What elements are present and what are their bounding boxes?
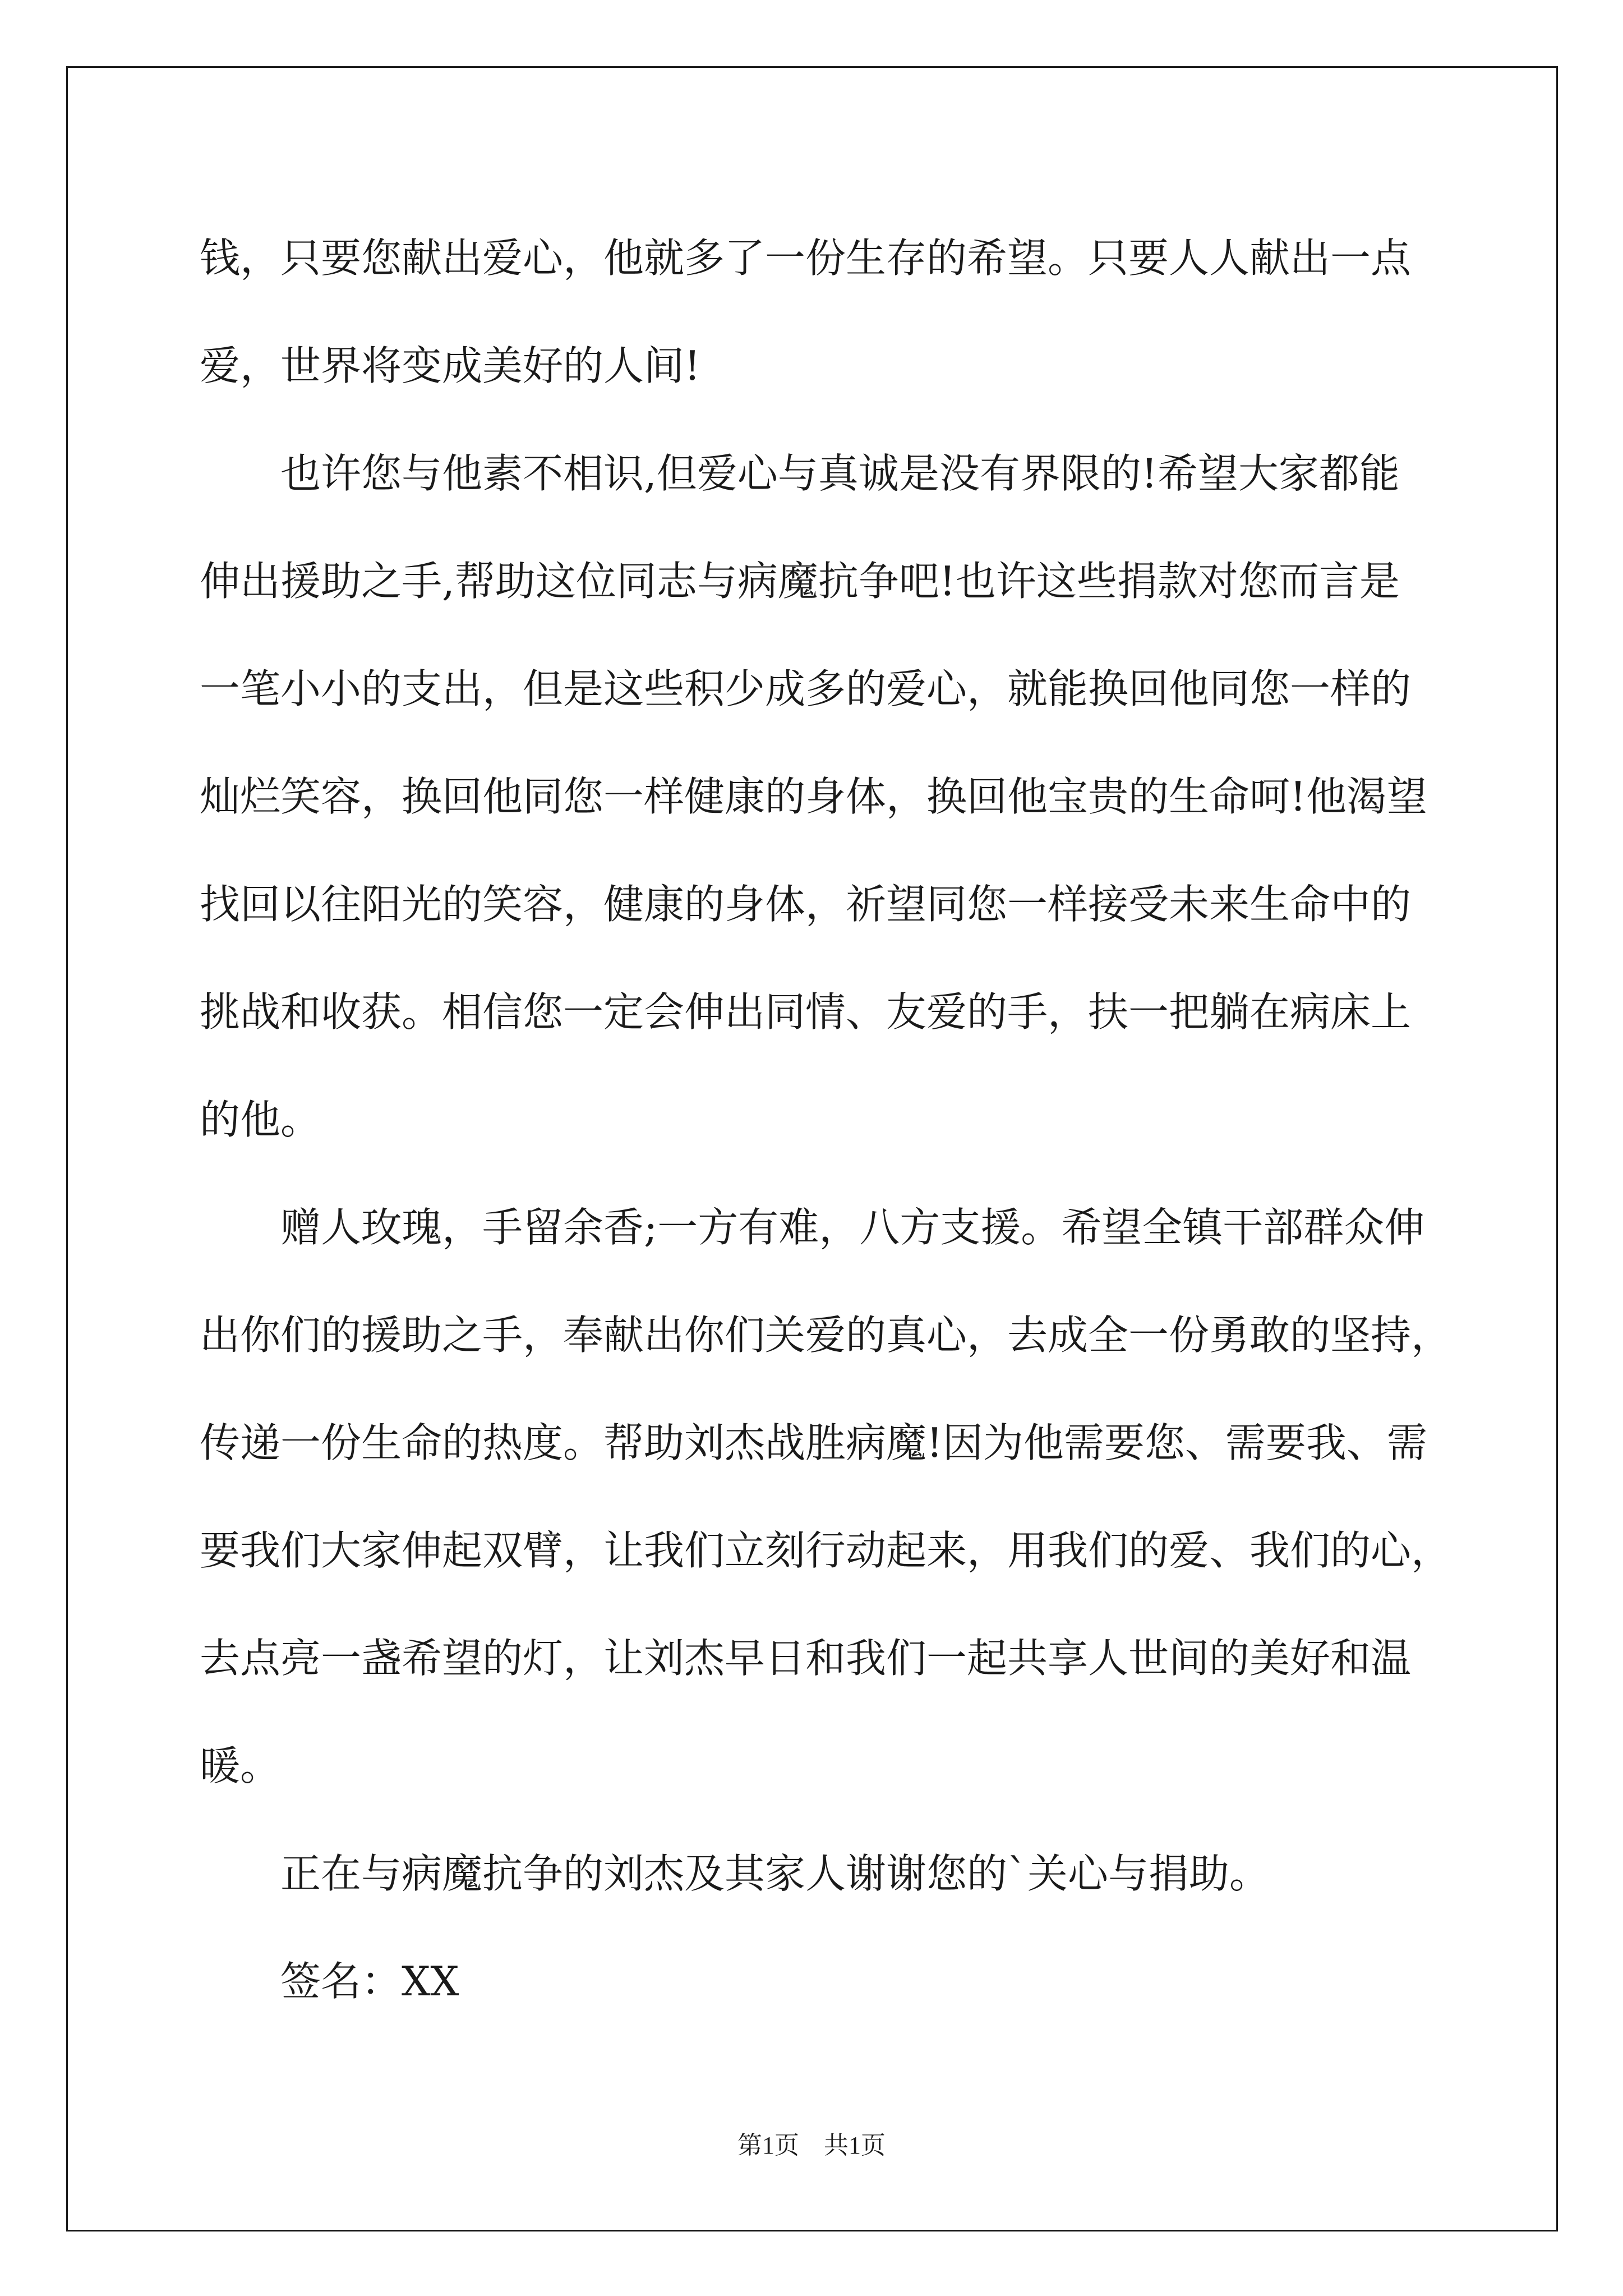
text-line: 签名：XX — [280, 1958, 459, 2005]
text-line: 正在与病魔抗争的刘杰及其家人谢谢您的`关心与捐助。 — [280, 1850, 1270, 1897]
paragraph — [200, 1927, 1419, 2035]
text-line: 钱，只要您献出爱心，他就多了一份生存的希望。只要人人献出一点 — [200, 234, 1412, 282]
text-line: 传递一份生命的热度。帮助刘杰战胜病魔!因为他需要您、需要我、需 — [200, 1419, 1427, 1466]
text-line: 的他。 — [200, 1096, 321, 1143]
text-line: 挑战和收获。相信您一定会伸出同情、友爱的手，扶一把躺在病床上 — [200, 988, 1412, 1036]
paragraph — [200, 1820, 1419, 1927]
text-line: 出你们的援助之手，奉献出你们关爱的真心，去成全一份勇敢的坚持， — [200, 1312, 1452, 1359]
text-line: 去点亮一盏希望的灯，让刘杰早日和我们一起共享人世间的美好和温 — [200, 1635, 1412, 1682]
text-line: 也许您与他素不相识,但爱心与真诚是没有界限的!希望大家都能 — [280, 450, 1400, 497]
text-line: 暖。 — [200, 1742, 281, 1789]
text-line: 伸出援助之手,帮助这位同志与病魔抗争吧!也许这些捐款对您而言是 — [200, 558, 1400, 605]
text-line: 赠人玫瑰，手留余香;一方有难，八方支援。希望全镇干部群众伸 — [280, 1204, 1425, 1251]
paragraph — [200, 420, 1427, 1174]
paragraph — [200, 1174, 1452, 1820]
text-line: 要我们大家伸起双臂，让我们立刻行动起来，用我们的爱、我们的心， — [200, 1527, 1452, 1574]
text-line: 一笔小小的支出，但是这些积少成多的爱心，就能换回他同您一样的 — [200, 665, 1412, 712]
text-line: 灿烂笑容，换回他同您一样健康的身体，换回他宝贵的生命呵!他渴望 — [200, 773, 1427, 820]
page-footer: 第1页 共1页 — [737, 2132, 886, 2159]
document-body — [200, 204, 1452, 2035]
paragraph — [200, 204, 1419, 420]
text-line: 找回以往阳光的笑容，健康的身体，祈望同您一样接受未来生命中的 — [200, 881, 1412, 928]
text-line: 爱，世界将变成美好的人间! — [200, 342, 700, 389]
